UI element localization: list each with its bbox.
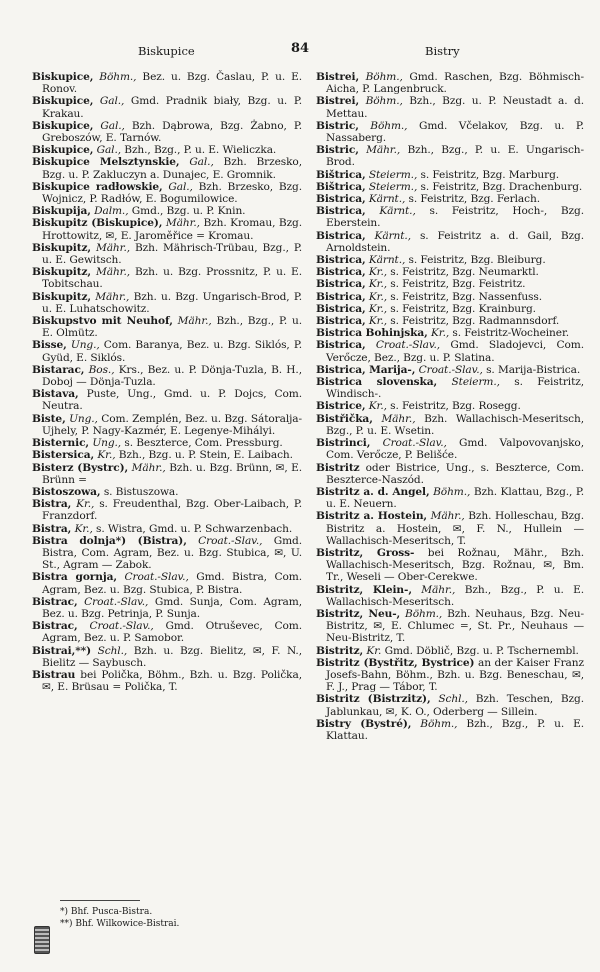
footnote: *) Bhf. Pusca-Bistra. <box>60 907 153 917</box>
entry-name: Bištrica, <box>316 180 366 193</box>
gazetteer-entry <box>316 657 584 694</box>
entry-name: Bistritz, Klein-, <box>316 583 412 596</box>
entry-region: Croat.-Slav., <box>382 437 447 450</box>
entry-region: Kr., <box>76 498 95 511</box>
entry-region: Böhm., <box>365 95 403 108</box>
gazetteer-entry <box>316 278 584 290</box>
entry-details: Gmd. Bistra, Com. Agram, Bez. u. Bzg. Stubica, ✉, U. St., Agram — Zabok. <box>42 534 302 572</box>
entry-name: Bistarac, <box>32 363 85 376</box>
entry-name: Bistrac, <box>32 620 78 633</box>
gazetteer-entry <box>32 523 302 535</box>
entry-region: Croat.-Slav., <box>375 339 441 352</box>
entry-region: Kärnt., <box>374 229 411 242</box>
entry-details: s. Feistritz, Bzg. Krainburg. <box>390 302 536 315</box>
entry-details: Bzh. u. Bzg. Ungarisch-Brod, P. u. E. Luhatschowitz. <box>42 290 302 315</box>
entry-name: Bistrei, <box>316 71 360 83</box>
gazetteer-entry <box>316 205 584 229</box>
entry-name: Bistritz a. d. Angel, <box>316 485 430 498</box>
entry-details: Bzh. Klattau, Bzg., P. u. E. Neuern. <box>326 485 584 511</box>
entry-name: Bistra gornja, <box>32 571 117 584</box>
gazetteer-entry <box>316 193 584 205</box>
entry-region: Böhm., <box>433 485 471 498</box>
entry-details: Gmd. Otruševec, Com. Agram, Bez. u. P. Samobor. <box>42 620 302 645</box>
header-left-catchword: Biskupice <box>138 44 195 58</box>
entry-region: Gal., <box>100 119 125 132</box>
gazetteer-entry <box>32 498 302 522</box>
entry-region: Steierm., <box>368 180 418 193</box>
gazetteer-entry <box>32 339 302 363</box>
gazetteer-entry <box>32 71 302 95</box>
entry-region: Kr., <box>368 302 387 315</box>
entry-name: Bisterz (Bystrc), <box>32 461 129 474</box>
entry-region: Kr., <box>74 522 93 535</box>
gazetteer-entry <box>32 205 302 217</box>
entry-name: Bistry (Bystré), <box>316 717 412 730</box>
entry-region: Kr., <box>368 290 387 303</box>
entry-region: Steierm., <box>451 376 500 389</box>
entry-details: Bzh. Kromau, Bzg. Hrottowitz, ✉, E. Jaroměřice = Kromau. <box>42 217 302 242</box>
entry-details: s. Wistra, Gmd. u. P. Schwarzenbach. <box>96 522 293 535</box>
running-header <box>0 41 600 62</box>
entry-region: Ung., <box>92 437 122 450</box>
entry-details: s. Feistritz a. d. Gail, Bzg. Arnoldstein. <box>326 229 584 254</box>
entry-region: Kärnt., <box>368 254 406 267</box>
entry-name: Biskupice, <box>32 71 94 83</box>
entry-name: Bistrica Bohinjska, <box>316 327 428 340</box>
entry-details: Bzh. Wallachisch-Meseritsch, Bzg., P. u. E. Wsetin. <box>326 412 584 437</box>
gazetteer-entry <box>32 120 302 144</box>
entry-name: Bistritz, Gross- <box>316 546 415 559</box>
footnote-rule <box>60 900 140 901</box>
entry-region: Kr., <box>430 327 450 340</box>
entry-name: Bisternic, <box>32 437 90 450</box>
entry-details: s. Feistritz-Wocheiner. <box>452 327 570 340</box>
gazetteer-entry <box>32 645 302 669</box>
gazetteer-entry <box>316 120 584 144</box>
entry-region: Mähr., <box>430 510 465 523</box>
gazetteer-entry <box>316 547 584 584</box>
entry-region: Dalm., <box>94 205 129 218</box>
entry-details: bei Polička, Böhm., Bzh. u. Bzg. Polička, ✉, E. Brüsau = Polička, T. <box>42 668 302 694</box>
entry-details: s. Marija-Bistrica. <box>486 363 581 376</box>
entry-region: Mähr., <box>95 290 130 303</box>
entry-name: Bistrinci, <box>316 437 371 450</box>
entry-name: Biskupitz (Biskupice), <box>32 217 163 230</box>
entry-name: Biskupice radłowskie, <box>32 180 163 193</box>
gazetteer-entry <box>32 156 302 180</box>
entry-name: Biskupitz, <box>32 266 92 279</box>
entry-name: Biskupice Melsztynskie, <box>32 156 180 169</box>
entry-region: Böhm., <box>405 607 443 620</box>
entry-details: Gmd. Valpovovanjsko, Com. Verőcze, P. Belišće. <box>326 437 584 462</box>
entry-region: Mähr., <box>177 315 212 328</box>
entry-details: s. Beszterce, Com. Pressburg. <box>124 437 283 450</box>
gazetteer-entry <box>316 437 584 461</box>
entry-details: s. Feistritz, Bzg. Feistritz. <box>390 278 526 291</box>
entry-details: s. Feistritz, Bzg. Neumarktl. <box>390 266 539 279</box>
entry-name: Bistava, <box>32 388 79 401</box>
gazetteer-entry <box>32 486 302 498</box>
gazetteer-entry <box>316 254 584 266</box>
entry-region: Gal., <box>99 95 125 108</box>
entry-name: Bistrica, <box>316 266 366 279</box>
gazetteer-entry <box>32 291 302 315</box>
gazetteer-entry <box>32 181 302 205</box>
entry-details: s. Feistritz, Windisch-. <box>326 376 584 401</box>
entry-details: s. Bistuszowa. <box>103 485 179 498</box>
entry-region: Croat.-Slav., <box>124 571 189 584</box>
gazetteer-entry <box>32 596 302 620</box>
entry-details: s. Feistritz, Bzg. Bleiburg. <box>408 254 546 267</box>
entry-region: Croat.-Slav., <box>198 534 263 547</box>
entry-region: Ung., <box>69 412 98 425</box>
gazetteer-entry <box>32 620 302 644</box>
gazetteer-entry <box>316 510 584 547</box>
entry-details: bei Rožnau, Mähr., Bzh. Wallachisch-Meseritsch, Bzg. Rožnau, ✉, Bm. Tr., Weseli — Ober-Cerekwe. <box>326 546 584 584</box>
entry-details: s. Feistritz, Bzg. Radmannsdorf. <box>390 315 560 328</box>
entry-name: Bistrica, <box>316 278 366 291</box>
entry-region: Gal., <box>96 144 121 157</box>
header-right-catchword: Bistry <box>425 44 460 58</box>
gazetteer-entry <box>32 144 302 156</box>
entry-name: Bistrica, <box>316 193 366 206</box>
gazetteer-entry <box>316 266 584 278</box>
entry-name: Bistritz, Neu-, <box>316 607 401 620</box>
entry-name: Bistritz (Bystřitz, Bystrice) <box>316 656 475 669</box>
gazetteer-entry <box>316 144 584 168</box>
entry-details: Bzh., Bzg., P. u. E. Ungarisch-Brod. <box>326 144 584 169</box>
entry-name: Biskupstvo mit Neuhof, <box>32 315 173 328</box>
gazetteer-entry <box>32 449 302 461</box>
entry-region: Mähr., <box>95 266 131 279</box>
gazetteer-entry <box>316 95 584 119</box>
entry-region: Mähr., <box>165 217 200 230</box>
gazetteer-entry <box>316 608 584 645</box>
entry-name: Bistritz (Bistrzitz), <box>316 693 431 706</box>
entry-region: Steierm., <box>368 168 418 181</box>
entry-details: Gmd. Döblič, Bzg. u. P. Tschernembl. <box>384 644 579 657</box>
gazetteer-entry <box>316 645 584 657</box>
entry-details: Bzh., Bzg., P. u. E. Wieliczka. <box>124 144 277 157</box>
gazetteer-entry <box>316 718 584 742</box>
entry-name: Bistrica, <box>316 302 366 315</box>
gazetteer-entry <box>316 71 584 95</box>
gazetteer-entry <box>32 437 302 449</box>
entry-details: Gmd. Včelakov, Bzg. u. P. Nassaberg. <box>326 119 584 145</box>
entry-details: Gmd. Bistra, Com. Agram, Bez. u. Bzg. Stubica, P. Bistra. <box>42 571 302 596</box>
entry-name: Bistrice, <box>316 400 366 413</box>
gazetteer-entry <box>316 376 584 400</box>
entry-details: Bzh. Brzesko, Bzg. Wojnicz, P. Radłów, E. Bogumilowice. <box>42 180 302 206</box>
entry-region: Kr., <box>368 266 387 279</box>
entry-region: Mähr., <box>95 241 130 254</box>
entry-name: Bistrica slovenska, <box>316 376 438 389</box>
entry-name: Bisse, <box>32 339 67 352</box>
entry-details: Bzh. Dąbrowa, Bzg. Żabno, P. Greboszów, E. Tarnów. <box>42 119 302 145</box>
entry-details: Krs., Bez. u. P. Dönja-Tuzla, B. H., Doboj — Dönja-Tuzla. <box>42 363 302 389</box>
entry-details: s. Feistritz, Bzg. Marburg. <box>420 168 560 181</box>
entry-name: Bistric, <box>316 144 359 157</box>
entry-region: Kärnt., <box>368 193 406 206</box>
gazetteer-entry <box>32 669 302 693</box>
entry-region: Croat.-Slav., <box>418 363 483 376</box>
entry-details: s. Feistritz, Bzg. Rosegg. <box>390 400 521 413</box>
entry-name: Bistra, <box>32 498 72 511</box>
gazetteer-entry <box>32 242 302 266</box>
entry-name: Bištrica, <box>316 168 366 181</box>
entry-name: Bistersica, <box>32 449 95 462</box>
entry-details: oder Bistrice, Ung., s. Beszterce, Com. Beszterce-Naszód. <box>326 461 584 486</box>
entry-details: Gmd. Pradnik biały, Bzg. u. P. Krakau. <box>42 95 302 120</box>
entry-region: Mähr., <box>421 583 456 596</box>
entry-details: s. Feistritz, Hoch-, Bzg. Eberstein. <box>326 205 584 230</box>
entry-details: Bzh. u. Bzg. Bielitz, ✉, F. N., Bielitz — Saybusch. <box>42 644 302 669</box>
entry-details: Bzh., Bzg., P. u. E. Olmütz. <box>42 315 302 340</box>
gazetteer-entry <box>316 303 584 315</box>
entry-region: Kr., <box>97 449 116 462</box>
entry-details: Bzh. Teschen, Bzg. Jablunkau, ✉, K. O., Oderberg — Sillein. <box>326 693 584 718</box>
entry-name: Bistritz a. Hostein, <box>316 510 428 523</box>
entry-details: Bzh. Neuhaus, Bzg. Neu-Bistritz, ✉, E. Chlumec =, St. Pr., Neuhaus — Neu-Bistritz, T. <box>326 607 584 645</box>
entry-region: Bos., <box>88 363 115 376</box>
entry-name: Bistrica, <box>316 229 366 242</box>
gazetteer-entry <box>316 693 584 717</box>
entry-region: Kr., <box>368 278 387 291</box>
gazetteer-entry <box>316 230 584 254</box>
entry-region: Kr. <box>366 644 382 657</box>
entry-region: Schl., <box>438 693 468 706</box>
entry-details: Bzh. Mährisch-Trübau, Bzg., P. u. E. Gewitsch. <box>42 241 302 267</box>
entry-name: Biskupitz, <box>32 241 92 254</box>
entry-details: Gmd. Sladojevci, Com. Verőcze, Bez., Bzg. u. P. Slatina. <box>326 339 584 364</box>
gazetteer-entry <box>32 266 302 290</box>
entry-name: Bistrau <box>32 668 76 681</box>
gazetteer-entry <box>32 388 302 412</box>
entry-name: Bistoszowa, <box>32 485 101 498</box>
entry-details: Com. Zemplén, Bez. u. Bzg. Sátoralja-Ujhely, P. Nagy-Kazmér, E. Legenye-Mihályi. <box>42 412 302 437</box>
entry-name: Bistrica, <box>316 254 366 267</box>
entry-details: Bez. u. Bzg. Časlau, P. u. E. Ronov. <box>42 71 302 96</box>
entry-name: Bistrica, Marija-, <box>316 363 416 376</box>
entry-region: Croat.-Slav., <box>89 620 154 633</box>
entry-name: Biskupice, <box>32 119 94 132</box>
entry-details: Bzh. u. Bzg. Brünn, ✉, E. Brünn = <box>42 461 302 486</box>
entry-region: Böhm., <box>365 71 403 83</box>
entry-name: Bistrica, <box>316 205 366 218</box>
entry-details: Bzh., Bzg., P. u. E. Wallachisch-Meseritsch. <box>326 583 585 608</box>
entry-name: Bistrica, <box>316 315 366 328</box>
entry-name: Bistritz <box>316 461 360 474</box>
footnotes <box>60 906 179 930</box>
entry-name: Biskupice, <box>32 144 94 157</box>
entry-name: Bistrica, <box>316 339 366 352</box>
entry-details: Bzh., Bzg., P. u. E. Klattau. <box>326 717 584 742</box>
gazetteer-entry <box>316 400 584 412</box>
gazetteer-entry <box>32 364 302 388</box>
gazetteer-entry <box>316 364 584 376</box>
entry-details: Bzh. Holleschau, Bzg. Bistritz a. Hostein, ✉, F. N., Hullein — Wallachisch-Meseritsch, T. <box>326 510 584 547</box>
gazetteer-entry <box>316 327 584 339</box>
entry-region: Mähr., <box>366 144 401 157</box>
entry-details: Gmd. Sunja, Com. Agram, Bez. u. Bzg. Petrinja, P. Sunja. <box>42 595 302 620</box>
gazetteer-entry <box>32 95 302 119</box>
gazetteer-entry <box>32 462 302 486</box>
entry-details: Gmd. Raschen, Bzg. Böhmisch-Aicha, P. Langenbruck. <box>326 71 584 96</box>
entry-region: Mähr., <box>381 412 416 425</box>
entry-details: Bzh. Brzesko, Bzg. u. P. Zakluczyn a. Dunajec, E. Gromnik. <box>42 156 302 181</box>
entry-region: Ung., <box>70 339 100 352</box>
gazetteer-entry <box>32 315 302 339</box>
entry-name: Bistřička, <box>316 412 373 425</box>
entry-details: s. Feistritz, Bzg. Ferlach. <box>408 193 540 206</box>
entry-details: Bzh. u. Bzg. Prossnitz, P. u. E. Tobitschau. <box>42 266 302 291</box>
entry-name: Bistra dolnja*) (Bistra), <box>32 534 187 547</box>
gazetteer-entry <box>316 486 584 510</box>
entry-region: Croat.-Slav., <box>84 595 149 608</box>
entry-region: Schl., <box>97 644 128 657</box>
gazetteer-entry <box>32 413 302 437</box>
entry-name: Biskupija, <box>32 205 91 218</box>
entry-region: Mähr., <box>131 461 166 474</box>
gazetteer-entry <box>316 462 584 486</box>
right-column <box>316 71 584 742</box>
left-column <box>32 71 302 693</box>
entry-region: Kr., <box>368 400 387 413</box>
page-number: 84 <box>291 41 310 56</box>
library-stamp-icon <box>34 926 50 954</box>
entry-details: s. Freudenthal, Bzg. Ober-Laibach, P. Franzdorf. <box>42 498 302 523</box>
entry-details: Com. Baranya, Bez. u. Bzg. Siklós, P. Gyüd, E. Siklós. <box>42 339 302 364</box>
gazetteer-entry <box>32 571 302 595</box>
gazetteer-entry <box>316 291 584 303</box>
gazetteer-entry <box>32 217 302 241</box>
entry-name: Bistritz, <box>316 644 364 657</box>
entry-region: Gal., <box>189 156 214 169</box>
entry-name: Bistric, <box>316 119 359 132</box>
entry-name: Bistrac, <box>32 595 78 608</box>
gazetteer-entry <box>316 584 584 608</box>
entry-region: Kr., <box>368 315 387 328</box>
entry-details: Bzh., Bzg. u. P. Neustadt a. d. Mettau. <box>326 95 584 120</box>
gazetteer-entry <box>316 169 584 181</box>
entry-details: Gmd., Bzg. u. P. Knin. <box>131 205 246 218</box>
gazetteer-entry <box>316 181 584 193</box>
entry-details: s. Feistritz, Bzg. Drachenburg. <box>420 180 583 193</box>
entry-region: Böhm., <box>370 119 408 132</box>
entry-region: Böhm., <box>420 717 458 730</box>
gazetteer-entry <box>32 535 302 572</box>
entry-name: Biste, <box>32 412 66 425</box>
entry-details: Bzh., Bzg. u. P. Stein, E. Laibach. <box>118 449 293 462</box>
entry-region: Gal., <box>168 180 193 193</box>
footnote: **) Bhf. Wilkowice-Bistrai. <box>60 919 180 929</box>
entry-name: Bistrai,**) <box>32 644 91 657</box>
gazetteer-entry <box>316 339 584 363</box>
entry-region: Böhm., <box>99 71 137 83</box>
entry-name: Biskupitz, <box>32 290 92 303</box>
gazetteer-entry <box>316 315 584 327</box>
entry-details: an der Kaiser Franz Josefs-Bahn, Böhm., Bzh. u. Bzg. Beneschau, ✉, F. J., Prag — Tábor, T. <box>326 656 584 694</box>
entry-name: Bistrica, <box>316 290 366 303</box>
entry-region: Kärnt., <box>379 205 416 218</box>
entry-details: Puste, Ung., Gmd. u. P. Dojcs, Com. Neutra. <box>42 388 302 413</box>
gazetteer-entry <box>316 413 584 437</box>
entry-details: s. Feistritz, Bzg. Nassenfuss. <box>390 290 543 303</box>
entry-name: Bistrei, <box>316 95 360 108</box>
entry-name: Bistra, <box>32 522 72 535</box>
entry-name: Biskupice, <box>32 95 94 108</box>
